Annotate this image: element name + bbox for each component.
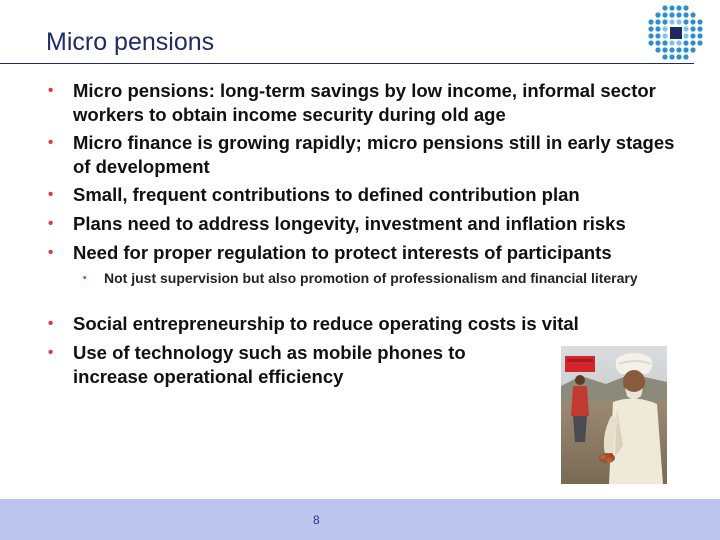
bullet-marker: •	[48, 244, 54, 261]
bullet-item	[48, 341, 513, 389]
bullet-item	[48, 241, 688, 265]
bullet-text: Plans need to address longevity, investment and inflation risks	[73, 213, 626, 234]
bullet-item	[48, 131, 688, 179]
bullet-item	[48, 212, 688, 236]
sub-bullet-text: Not just supervision but also promotion of professionalism and financial literary	[104, 270, 638, 286]
sub-bullet-item	[83, 269, 664, 288]
bullet-text: Need for proper regulation to protect interests of participants	[73, 242, 612, 263]
bullet-marker: •	[48, 134, 54, 151]
bullet-marker: •	[48, 315, 54, 332]
slide-title: Micro pensions	[46, 28, 215, 56]
sub-bullet-marker: •	[83, 273, 87, 284]
footer-band	[0, 499, 720, 540]
bullet-text: Small, frequent contributions to defined contribution plan	[73, 184, 580, 205]
bullet-item	[48, 312, 688, 336]
bullet-text: Social entrepreneurship to reduce operating costs is vital	[73, 313, 579, 334]
bullet-text: Micro pensions: long-term savings by low income, informal sector workers to obtain income security during old age	[73, 80, 656, 125]
bullet-marker: •	[48, 215, 54, 232]
bullet-text: Use of technology such as mobile phones to increase operational efficiency	[73, 342, 466, 387]
bullet-item	[48, 79, 688, 127]
bullet-marker: •	[48, 344, 54, 361]
bullet-text: Micro finance is growing rapidly; micro pensions still in early stages of development	[73, 132, 675, 177]
page-number: 8	[313, 513, 320, 527]
bullet-item	[48, 183, 688, 207]
title-divider	[0, 63, 694, 64]
farmer-with-mobile-photo	[561, 346, 667, 484]
dotted-grid-logo-icon	[646, 5, 708, 67]
bullet-marker: •	[48, 186, 54, 203]
bullet-marker: •	[48, 82, 54, 99]
